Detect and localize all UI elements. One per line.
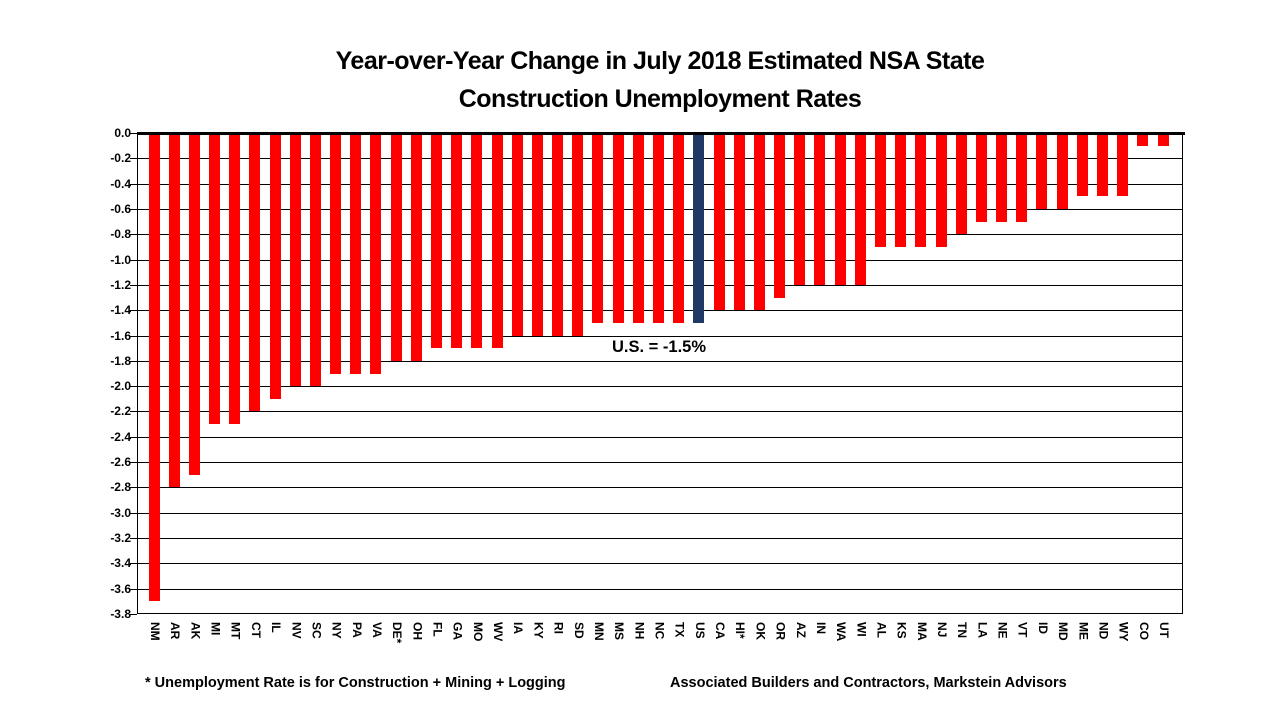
x-axis-label-ID: ID: [1035, 622, 1050, 634]
x-axis-label-LA: LA: [975, 622, 990, 638]
us-value-annotation: U.S. = -1.5%: [612, 338, 706, 356]
x-axis-label-OH: OH: [410, 622, 425, 640]
y-axis-label--2.0: -2.0: [110, 379, 131, 394]
x-axis-label-RI: RI: [551, 622, 566, 634]
y-tick--3.8: [130, 614, 137, 615]
bar-ID: [1036, 133, 1047, 209]
bar-MT: [229, 133, 240, 424]
gridline--3.4: [138, 563, 1182, 564]
y-axis-label--1.0: -1.0: [110, 252, 131, 267]
bar-MI: [209, 133, 220, 424]
y-axis-label--2.8: -2.8: [110, 480, 131, 495]
bar-NY: [330, 133, 341, 374]
bar-OK: [754, 133, 765, 310]
x-axis-label-WA: WA: [834, 622, 849, 642]
bar-CT: [249, 133, 260, 411]
y-axis-label--3.4: -3.4: [110, 556, 131, 571]
x-axis-label-MD: MD: [1056, 622, 1071, 641]
y-tick--1.2: [130, 285, 137, 286]
bar-DE: [391, 133, 402, 361]
y-axis-label-0.0: 0.0: [114, 126, 131, 140]
bar-MN: [592, 133, 603, 323]
y-tick--1.4: [130, 310, 137, 311]
x-axis-label-NM: NM: [148, 622, 162, 641]
x-axis-label-MS: MS: [612, 622, 627, 640]
bar-NV: [290, 133, 301, 386]
x-axis-label-VA: VA: [369, 622, 384, 638]
bar-AR: [169, 133, 180, 487]
x-axis-label-TX: TX: [672, 622, 687, 638]
bar-NM: [149, 133, 160, 601]
x-axis-label-AK: AK: [188, 622, 203, 640]
gridline--2.2: [138, 411, 1182, 412]
gridline--2.4: [138, 437, 1182, 438]
bar-KY: [532, 133, 543, 336]
x-axis-label-OR: OR: [773, 622, 788, 640]
bar-NC: [653, 133, 664, 323]
x-axis-label-UT: UT: [1157, 622, 1171, 638]
y-tick--2.6: [130, 462, 137, 463]
bar-KS: [895, 133, 906, 247]
x-axis-label-WV: WV: [491, 622, 506, 642]
bar-FL: [431, 133, 442, 348]
bar-VT: [1016, 133, 1027, 222]
bar-NE: [996, 133, 1007, 222]
x-axis-label-PA: PA: [349, 622, 364, 638]
bar-US: [693, 133, 704, 323]
x-axis-label-DE: DE*: [390, 622, 405, 644]
y-tick--3.2: [130, 538, 137, 539]
y-axis-label--3.6: -3.6: [110, 581, 131, 596]
x-axis-label-FL: FL: [430, 622, 445, 637]
zero-axis-line: [137, 132, 1185, 135]
y-axis-label--1.4: -1.4: [110, 303, 131, 318]
y-axis-label--1.2: -1.2: [110, 277, 131, 292]
gridline--2.0: [138, 386, 1182, 387]
y-tick--2.2: [130, 411, 137, 412]
bar-RI: [552, 133, 563, 336]
x-axis-label-MA: MA: [914, 622, 929, 641]
chart-title-line2: Construction Unemployment Rates: [458, 85, 862, 113]
chart-title-line1: Year-over-Year Change in July 2018 Estimated NSA State: [335, 47, 985, 75]
bar-WA: [835, 133, 846, 285]
y-tick--0.2: [130, 158, 137, 159]
bar-PA: [350, 133, 361, 374]
y-tick--0.8: [130, 234, 137, 235]
x-axis-label-CA: CA: [713, 622, 728, 640]
x-axis-label-AZ: AZ: [793, 622, 808, 638]
x-axis-label-OK: OK: [753, 622, 768, 640]
x-axis-label-HI: HI*: [733, 622, 748, 639]
x-axis-label-ME: ME: [1076, 622, 1091, 640]
x-axis-label-VT: VT: [1015, 622, 1030, 638]
bar-WY: [1117, 133, 1128, 196]
y-tick--2.0: [130, 386, 137, 387]
y-tick--2.8: [130, 487, 137, 488]
y-tick--1.8: [130, 361, 137, 362]
y-axis-label--3.8: -3.8: [110, 607, 131, 621]
bar-AK: [189, 133, 200, 475]
bar-IN: [814, 133, 825, 285]
bar-LA: [976, 133, 987, 222]
footnote-asterisk: * Unemployment Rate is for Construction + Mining + Logging: [145, 675, 566, 691]
bar-VA: [370, 133, 381, 374]
x-axis-label-ND: ND: [1096, 622, 1111, 640]
y-tick--3.0: [130, 513, 137, 514]
bar-HI: [734, 133, 745, 310]
bar-SD: [572, 133, 583, 336]
x-axis-label-NE: NE: [995, 622, 1010, 639]
x-axis-label-KY: KY: [531, 622, 546, 639]
bar-WI: [855, 133, 866, 285]
x-axis-label-WI: WI: [854, 622, 869, 637]
bar-NH: [633, 133, 644, 323]
x-axis-label-MI: MI: [208, 622, 223, 636]
x-axis-label-NC: NC: [652, 622, 667, 640]
footnote-source: Associated Builders and Contractors, Markstein Advisors: [670, 675, 1067, 691]
x-axis-label-GA: GA: [450, 622, 465, 640]
gridline--3.2: [138, 538, 1182, 539]
y-axis-label--2.2: -2.2: [110, 404, 131, 419]
x-axis-label-MN: MN: [591, 622, 606, 641]
x-axis-label-NV: NV: [289, 622, 304, 639]
bar-OH: [411, 133, 422, 361]
y-tick--0.6: [130, 209, 137, 210]
y-axis-label--2.4: -2.4: [110, 429, 131, 444]
bar-GA: [451, 133, 462, 348]
x-axis-label-CO: CO: [1136, 622, 1151, 640]
gridline--2.6: [138, 462, 1182, 463]
x-axis-label-SD: SD: [571, 622, 586, 639]
gridline--3.0: [138, 513, 1182, 514]
y-tick-0.0: [130, 133, 137, 134]
x-axis-label-AL: AL: [874, 622, 889, 638]
gridline--2.8: [138, 487, 1182, 488]
bar-TN: [956, 133, 967, 234]
gridline--3.6: [138, 589, 1182, 590]
y-axis-label--0.2: -0.2: [110, 151, 131, 166]
bar-OR: [774, 133, 785, 298]
y-axis-label--2.6: -2.6: [110, 455, 131, 470]
y-tick--3.6: [130, 589, 137, 590]
bar-MO: [471, 133, 482, 348]
y-tick--0.4: [130, 184, 137, 185]
bar-MS: [613, 133, 624, 323]
x-axis-label-US: US: [692, 622, 707, 639]
x-axis-label-IA: IA: [511, 622, 526, 634]
x-axis-label-NJ: NJ: [935, 622, 950, 638]
bar-ND: [1097, 133, 1108, 196]
x-axis-label-CT: CT: [248, 622, 263, 638]
x-axis-label-IL: IL: [269, 622, 284, 633]
y-axis-label--1.8: -1.8: [110, 353, 131, 368]
x-axis-label-AR: AR: [168, 622, 183, 640]
y-axis-label--1.6: -1.6: [110, 328, 131, 343]
bar-ME: [1077, 133, 1088, 196]
bar-TX: [673, 133, 684, 323]
y-axis-label--0.8: -0.8: [110, 227, 131, 242]
y-tick--1.0: [130, 260, 137, 261]
bar-MA: [915, 133, 926, 247]
bar-WV: [492, 133, 503, 348]
x-axis-label-TN: TN: [955, 622, 970, 638]
y-tick--1.6: [130, 336, 137, 337]
x-axis-label-WY: WY: [1116, 622, 1131, 642]
x-axis-label-KS: KS: [894, 622, 909, 639]
y-axis-label--3.2: -3.2: [110, 531, 131, 546]
y-axis-label--0.6: -0.6: [110, 201, 131, 216]
y-tick--3.4: [130, 563, 137, 564]
bar-SC: [310, 133, 321, 386]
x-axis-label-IN: IN: [813, 622, 828, 634]
bar-AZ: [794, 133, 805, 285]
chart-title: [137, 42, 1183, 118]
bar-IL: [270, 133, 281, 399]
bar-AL: [875, 133, 886, 247]
bar-NJ: [936, 133, 947, 247]
x-axis-label-MO: MO: [470, 622, 485, 642]
x-axis-label-NH: NH: [632, 622, 647, 640]
x-axis-label-SC: SC: [309, 622, 324, 639]
bar-CA: [714, 133, 725, 310]
x-axis-label-MT: MT: [228, 622, 243, 640]
y-axis-label--0.4: -0.4: [110, 176, 131, 191]
bar-IA: [512, 133, 523, 336]
bar-MD: [1057, 133, 1068, 209]
y-tick--2.4: [130, 437, 137, 438]
y-axis-label--3.0: -3.0: [110, 505, 131, 520]
plot-area: [137, 133, 1183, 614]
x-axis-label-NY: NY: [329, 622, 344, 639]
